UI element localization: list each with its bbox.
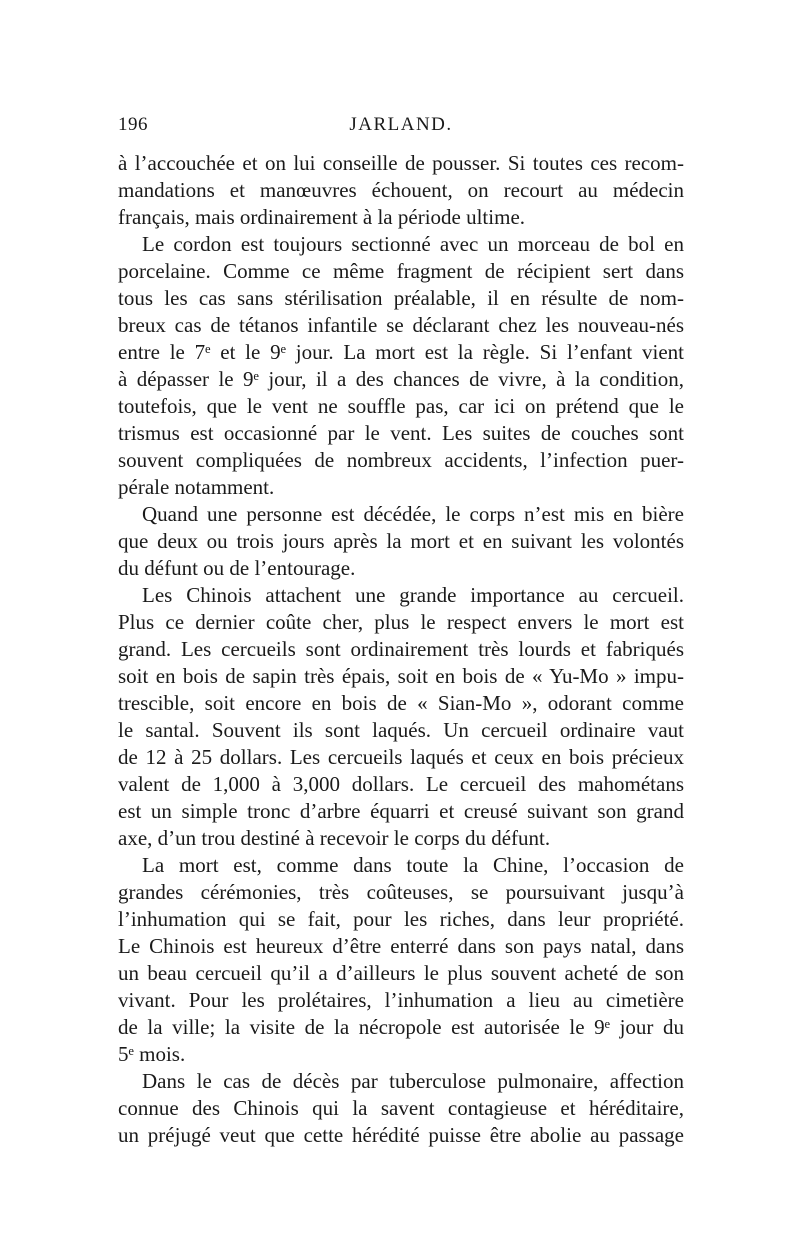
page-number: 196 bbox=[118, 114, 148, 135]
text-line: trescible, soit encore en bois de « Sian-Mo », odorant comme bbox=[118, 691, 684, 715]
text-line: de la ville; la visite de la nécropole est autorisée le 9ᵉ jour du bbox=[118, 1015, 684, 1039]
text-line: un préjugé veut que cette hérédité puisse être abolie au passage bbox=[118, 1123, 684, 1147]
body-text bbox=[118, 150, 684, 1149]
text-line: un beau cercueil qu’il a d’ailleurs le plus souvent acheté de son bbox=[118, 961, 684, 985]
text-line: de 12 à 25 dollars. Les cercueils laqués et ceux en bois précieux bbox=[118, 745, 684, 769]
text-line: Le cordon est toujours sectionné avec un morceau de bol en bbox=[142, 232, 684, 256]
text-line: vivant. Pour les prolétaires, l’inhumation a lieu au cimetière bbox=[118, 988, 684, 1012]
text-line: l’inhumation qui se fait, pour les riches, dans leur propriété. bbox=[118, 907, 684, 931]
text-line: pérale notamment. bbox=[118, 475, 275, 499]
text-line: toutefois, que le vent ne souffle pas, car ici on prétend que le bbox=[118, 394, 684, 418]
text-line: grand. Les cercueils sont ordinairement très lourds et fabriqués bbox=[118, 637, 684, 661]
text-line: à l’accouchée et on lui conseille de pousser. Si toutes ces recom- bbox=[118, 151, 684, 175]
text-line: français, mais ordinairement à la période ultime. bbox=[118, 205, 526, 229]
text-line: Plus ce dernier coûte cher, plus le respect envers le mort est bbox=[118, 610, 684, 634]
text-line: Dans le cas de décès par tuberculose pulmonaire, affection bbox=[142, 1069, 684, 1093]
text-line: trismus est occasionné par le vent. Les suites de couches sont bbox=[118, 421, 684, 445]
text-line: est un simple tronc d’arbre équarri et creusé suivant son grand bbox=[118, 799, 684, 823]
text-line: du défunt ou de l’entourage. bbox=[118, 556, 356, 580]
text-line: 5ᵉ mois. bbox=[118, 1042, 186, 1066]
text-line: connue des Chinois qui la savent contagieuse et héréditaire, bbox=[118, 1096, 684, 1120]
text-line: soit en bois de sapin très épais, soit en bois de « Yu-Mo » impu- bbox=[118, 664, 684, 688]
text-line: Quand une personne est décédée, le corps n’est mis en bière bbox=[142, 502, 684, 526]
text-line: souvent compliquées de nombreux accidents, l’infection puer- bbox=[118, 448, 684, 472]
text-line: La mort est, comme dans toute la Chine, l’occasion de bbox=[142, 853, 684, 877]
running-head: JARLAND. bbox=[349, 114, 453, 135]
text-line: grandes cérémonies, très coûteuses, se poursuivant jusqu’à bbox=[118, 880, 684, 904]
text-line: porcelaine. Comme ce même fragment de récipient sert dans bbox=[118, 259, 684, 283]
text-line: que deux ou trois jours après la mort et en suivant les volontés bbox=[118, 529, 684, 553]
text-line: Le Chinois est heureux d’être enterré dans son pays natal, dans bbox=[118, 934, 684, 958]
text-line: mandations et manœuvres échouent, on recourt au médecin bbox=[118, 178, 684, 202]
text-line: axe, d’un trou destiné à recevoir le corps du défunt. bbox=[118, 826, 551, 850]
text-line: entre le 7ᵉ et le 9ᵉ jour. La mort est la règle. Si l’enfant vient bbox=[118, 340, 684, 364]
text-line: le santal. Souvent ils sont laqués. Un cercueil ordinaire vaut bbox=[118, 718, 684, 742]
text-line: tous les cas sans stérilisation préalable, il en résulte de nom- bbox=[118, 286, 684, 310]
page-header bbox=[118, 114, 684, 144]
text-line: breux cas de tétanos infantile se déclarant chez les nouveau-nés bbox=[118, 313, 684, 337]
text-line: à dépasser le 9ᵉ jour, il a des chances de vivre, à la condition, bbox=[118, 367, 684, 391]
text-line: valent de 1,000 à 3,000 dollars. Le cercueil des mahométans bbox=[118, 772, 684, 796]
text-line: Les Chinois attachent une grande importance au cercueil. bbox=[142, 583, 684, 607]
